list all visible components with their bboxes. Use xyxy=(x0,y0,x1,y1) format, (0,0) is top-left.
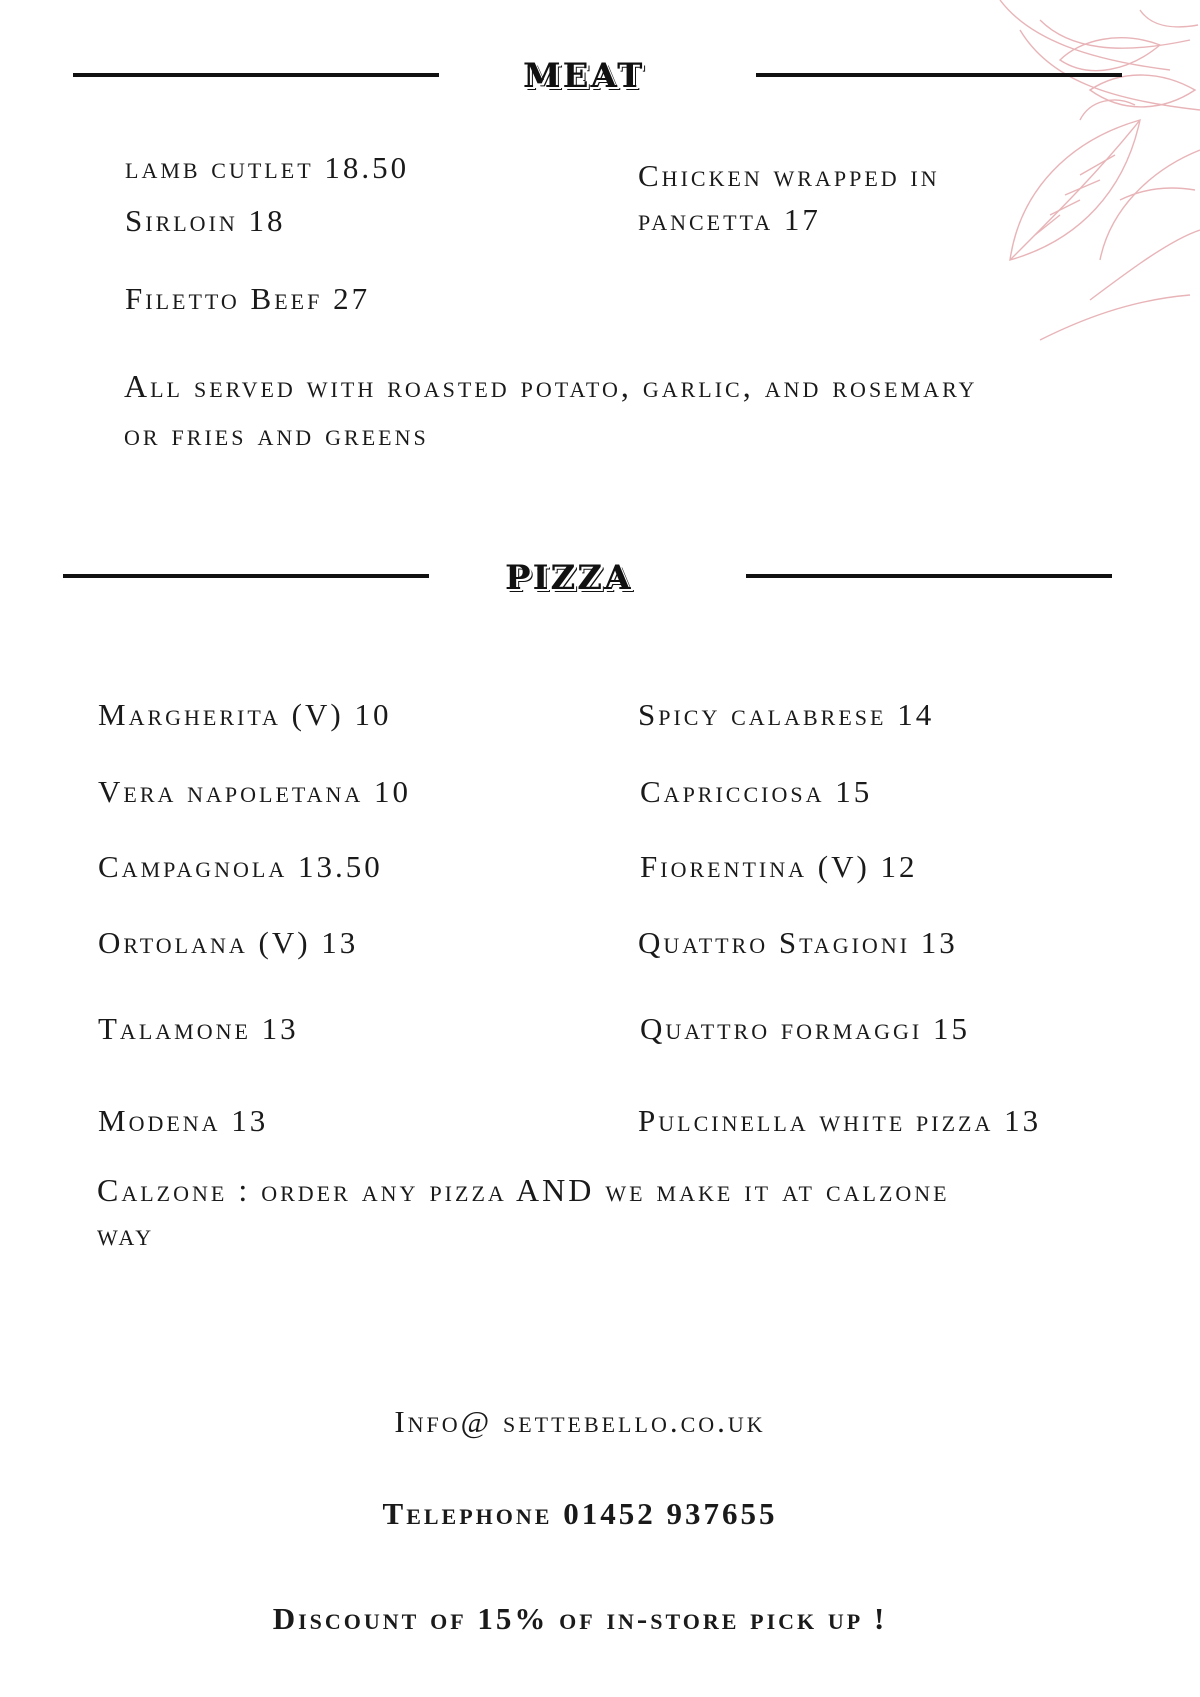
contact-email[interactable]: Info@ settebello.co.uk xyxy=(394,1404,766,1439)
meat-item-sirloin: Sirloin 18 xyxy=(125,203,286,238)
pizza-item-quattro-formaggi: Quattro formaggi 15 xyxy=(640,1011,971,1046)
pizza-item-talamone: Talamone 13 xyxy=(98,1011,299,1046)
pizza-item-pulcinella: Pulcinella white pizza 13 xyxy=(638,1103,1042,1138)
discount-note: Discount of 15% of in-store pick up ! xyxy=(272,1601,888,1636)
meat-heading: MEAT xyxy=(523,56,645,96)
pizza-item-vera-napoletana: Vera napoletana 10 xyxy=(98,774,412,809)
contact-telephone[interactable]: Telephone 01452 937655 xyxy=(382,1496,778,1531)
meat-item-lamb: lamb cutlet 18.50 xyxy=(125,150,410,185)
pizza-item-modena: Modena 13 xyxy=(98,1103,269,1138)
calzone-note: Calzone : order any pizza AND we make it at calzone way xyxy=(97,1172,950,1252)
pizza-item-quattro-stagioni: Quattro Stagioni 13 xyxy=(638,925,958,960)
pizza-heading: PIZZA xyxy=(505,558,633,598)
meat-serving-note: All served with roasted potato, garlic, and rosemary or fries and greens xyxy=(124,368,978,452)
meat-item-filetto: Filetto Beef 27 xyxy=(125,281,371,316)
meat-item-chicken-line2: pancetta 17 xyxy=(638,202,821,237)
pizza-item-margherita: Margherita (V) 10 xyxy=(98,697,392,732)
pizza-item-fiorentina: Fiorentina (V) 12 xyxy=(640,849,918,884)
pizza-item-ortolana: Ortolana (V) 13 xyxy=(98,925,359,960)
meat-item-chicken-line1: Chicken wrapped in xyxy=(638,158,940,193)
pizza-item-spicy-calabrese: Spicy calabrese 14 xyxy=(638,697,935,732)
pizza-rule-right xyxy=(746,574,1112,578)
floral-illustration xyxy=(940,0,1200,360)
meat-rule-right xyxy=(756,73,1122,77)
meat-rule-left xyxy=(73,73,439,77)
pizza-rule-left xyxy=(63,574,429,578)
pizza-item-campagnola: Campagnola 13.50 xyxy=(98,849,383,884)
pizza-item-capricciosa: Capricciosa 15 xyxy=(640,774,873,809)
